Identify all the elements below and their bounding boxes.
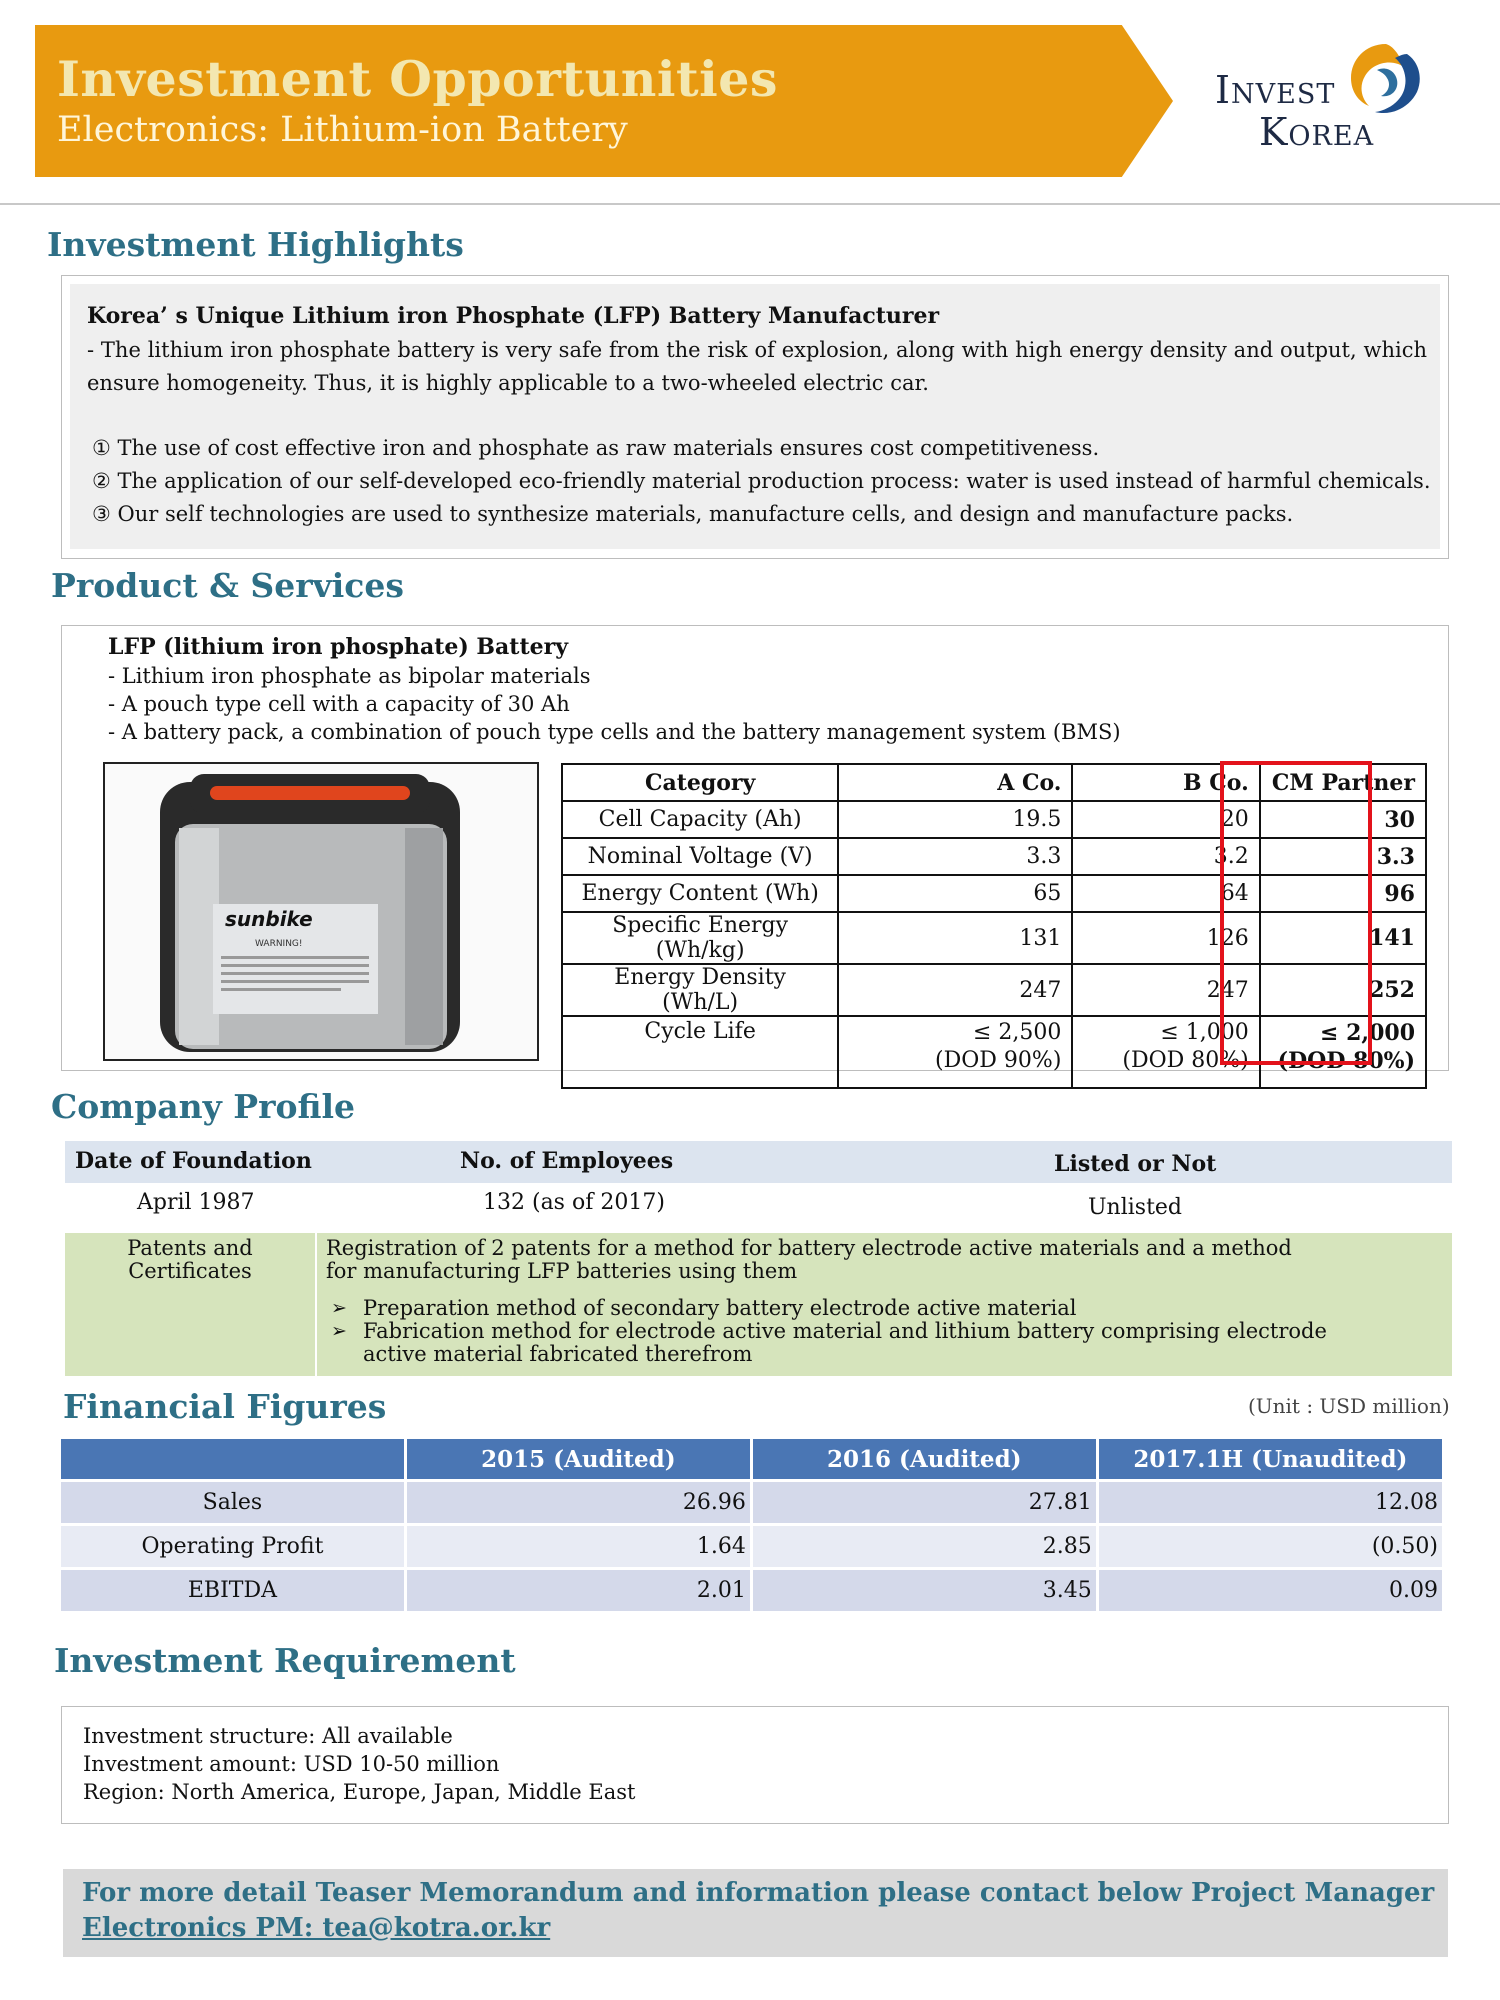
table-row <box>61 1481 1444 1525</box>
table-cell: 3.3 <box>1260 838 1426 875</box>
table-row <box>61 1525 1444 1569</box>
product-heading: LFP (lithium iron phosphate) Battery <box>108 634 568 660</box>
table-cell: 26.96 <box>405 1481 751 1525</box>
table-header: Category <box>562 764 838 801</box>
logo-korea: Korea <box>1259 110 1375 154</box>
table-cell: Cell Capacity (Ah) <box>562 801 838 838</box>
profile-head-foundation: Date of Foundation <box>75 1148 312 1174</box>
cycle-life-dod: (DOD 80%) <box>1122 1048 1249 1073</box>
arrow-bullet-icon: ➢ <box>331 1297 347 1319</box>
product-bullet: - Lithium iron phosphate as bipolar materials <box>108 664 591 688</box>
table-cell: 3.2 <box>1072 838 1259 875</box>
logo-invest: Invest <box>1215 68 1336 112</box>
table-cell: 126 <box>1072 912 1259 964</box>
foundation-value: April 1987 <box>137 1190 255 1215</box>
header-divider <box>0 203 1500 205</box>
highlight-point: ② The application of our self-developed eco-friendly material production process: water is used instead of harmful chemicals. <box>92 469 1431 493</box>
patent-item: Preparation method of secondary battery electrode active material <box>363 1296 1077 1320</box>
requirement-line: Investment structure: All available <box>83 1724 453 1748</box>
requirement-line: Investment amount: USD 10-50 million <box>83 1752 500 1776</box>
battery-warning-label: WARNING! <box>255 939 303 949</box>
profile-head-listed: Listed or Not <box>1054 1151 1217 1177</box>
cycle-life-value: ≤ 2,000 <box>1320 1020 1415 1046</box>
contact-box <box>63 1869 1448 1957</box>
patent-item: Fabrication method for electrode active material and lithium battery comprising electrode active material fabricated therefrom <box>363 1319 1327 1366</box>
employees-value: 132 (as of 2017) <box>483 1190 665 1215</box>
page-subtitle: Electronics: Lithium-ion Battery <box>57 110 628 150</box>
table-cell: 64 <box>1072 875 1259 912</box>
table-cell: 131 <box>838 912 1072 964</box>
patents-label-cell <box>65 1233 315 1376</box>
table-cell: Operating Profit <box>61 1525 405 1569</box>
table-cell: Energy Content (Wh) <box>562 875 838 912</box>
product-bullet: - A battery pack, a combination of pouch type cells and the battery management system (BMS) <box>108 720 1121 744</box>
table-cell: 1.64 <box>405 1525 751 1569</box>
requirement-box <box>61 1706 1449 1824</box>
contact-email-link[interactable]: Electronics PM: tea@kotra.or.kr <box>82 1913 551 1943</box>
battery-brand-label: sunbike <box>225 907 313 931</box>
invest-korea-logo <box>1215 40 1455 160</box>
patents-text: Registration of 2 patents for a method for battery electrode active materials and a method for manufacturing LFP batteries using them <box>326 1236 1292 1283</box>
listed-value: Unlisted <box>1088 1195 1183 1220</box>
table-header: 2017.1H (Unaudited) <box>1097 1439 1443 1481</box>
highlights-box <box>61 275 1449 559</box>
table-cell: Specific Energy (Wh/kg) <box>562 912 838 964</box>
highlights-panel <box>70 284 1440 549</box>
table-cell: 96 <box>1260 875 1426 912</box>
unit-note: (Unit : USD million) <box>1248 1394 1450 1418</box>
requirement-line: Region: North America, Europe, Japan, Middle East <box>83 1780 636 1804</box>
table-cell: 12.08 <box>1097 1481 1443 1525</box>
cycle-life-dod: (DOD 90%) <box>935 1048 1062 1073</box>
battery-pack-icon <box>105 764 537 1059</box>
cycle-life-value: ≤ 2,500 <box>973 1020 1062 1045</box>
table-cell: 30 <box>1260 801 1426 838</box>
contact-line: For more detail Teaser Memorandum and information please contact below Project Manager <box>82 1878 1435 1908</box>
table-header: B Co. <box>1072 764 1259 801</box>
table-cell <box>838 1016 1072 1088</box>
table-cell: 2.01 <box>405 1569 751 1612</box>
financials-header-row <box>61 1439 1444 1481</box>
table-cell: 247 <box>838 964 1072 1016</box>
product-bullet: - A pouch type cell with a capacity of 30 Ah <box>108 692 570 716</box>
swirl-icon <box>1347 40 1425 120</box>
table-row <box>61 1569 1444 1612</box>
table-cell: 0.09 <box>1097 1569 1443 1612</box>
arrow-bullet-icon: ➢ <box>331 1320 347 1342</box>
cycle-life-dod: (DOD 80%) <box>1277 1048 1415 1074</box>
highlights-paragraph: - The lithium iron phosphate battery is very safe from the risk of explosion, along with high energy density and output, which ensure homogeneity. Thus, it is highly applicable to a two-wheeled electric car. <box>87 338 1427 395</box>
highlights-title: Investment Highlights <box>47 225 464 264</box>
patents-content-cell <box>317 1233 1452 1376</box>
profile-header-row <box>65 1141 1452 1183</box>
cm-partner-highlight <box>1220 761 1372 1065</box>
products-title: Product & Services <box>51 566 404 605</box>
profile-title: Company Profile <box>51 1087 356 1126</box>
table-cell: 3.45 <box>751 1569 1097 1612</box>
table-cell: Sales <box>61 1481 405 1525</box>
table-header: A Co. <box>838 764 1072 801</box>
highlight-point: ① The use of cost effective iron and phosphate as raw materials ensures cost competitiveness. <box>92 436 1100 460</box>
requirement-title: Investment Requirement <box>54 1641 516 1680</box>
table-header: 2015 (Audited) <box>405 1439 751 1481</box>
table-cell: Cycle Life <box>562 1016 838 1088</box>
table-header: 2016 (Audited) <box>751 1439 1097 1481</box>
products-box <box>61 625 1449 1074</box>
table-cell: (0.50) <box>1097 1525 1443 1569</box>
cycle-life-value: ≤ 1,000 <box>1160 1020 1249 1045</box>
financials-table <box>61 1439 1445 1611</box>
table-cell: 65 <box>838 875 1072 912</box>
table-cell: 141 <box>1260 912 1426 964</box>
profile-head-employees: No. of Employees <box>460 1148 674 1174</box>
table-cell: 2.85 <box>751 1525 1097 1569</box>
table-cell: 252 <box>1260 964 1426 1016</box>
table-cell: 247 <box>1072 964 1259 1016</box>
table-cell: Energy Density (Wh/L) <box>562 964 838 1016</box>
table-cell: 27.81 <box>751 1481 1097 1525</box>
highlight-point: ③ Our self technologies are used to synthesize materials, manufacture cells, and design and manufacture packs. <box>92 502 1294 526</box>
patents-label: Patents and Certificates <box>127 1236 253 1283</box>
highlights-heading: Korea’ s Unique Lithium iron Phosphate (LFP) Battery Manufacturer <box>87 303 940 329</box>
financials-title: Financial Figures <box>63 1387 387 1426</box>
table-header <box>61 1439 405 1481</box>
table-cell: 20 <box>1072 801 1259 838</box>
table-cell: EBITDA <box>61 1569 405 1612</box>
battery-pack-photo <box>103 762 539 1061</box>
page-title: Investment Opportunities <box>57 50 778 108</box>
table-cell: 3.3 <box>838 838 1072 875</box>
table-cell: 19.5 <box>838 801 1072 838</box>
table-header: CM Partner <box>1260 764 1426 801</box>
table-cell: Nominal Voltage (V) <box>562 838 838 875</box>
